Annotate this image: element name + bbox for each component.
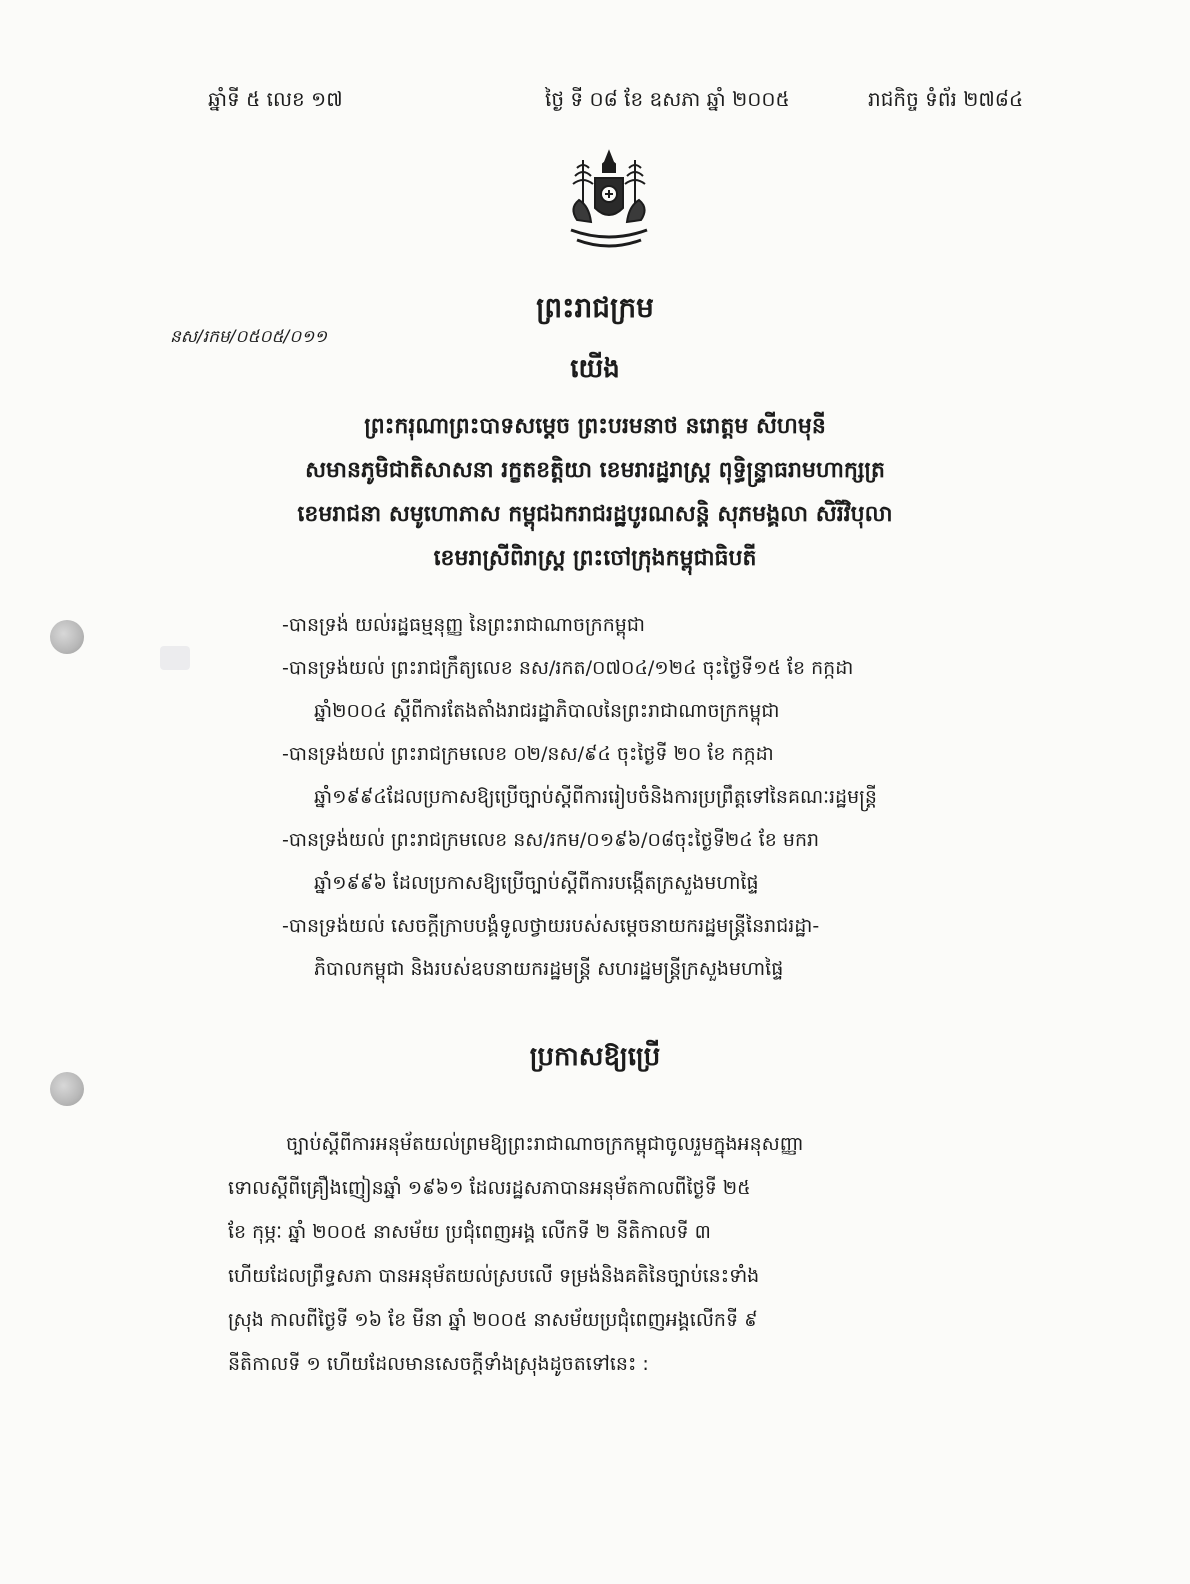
body-line: ស្រុង កាលពីថ្ងៃទី ១៦ ខែ មីនា ឆ្នាំ ២០០៥ នាសម័យប្រជុំពេញអង្គលើកទី ៩ <box>228 1309 758 1331</box>
scan-smudge <box>160 646 190 670</box>
king-title-line: ខេមរាជនា សមូហោភាស កម្ពុជឯករាជរដ្ឋបូរណសន្តិ សុភមង្គលា សិរីវិបុលា <box>297 501 893 527</box>
king-title-line: ខេមរាស្រីពិរាស្ត្រ ព្រះចៅក្រុងកម្ពុជាធិបតី <box>433 545 757 571</box>
body-line: ទោលស្តីពីគ្រឿងញៀនឆ្នាំ ១៩៦១ ដែលរដ្ឋសភាបានអនុម័តកាលពីថ្ងៃទី ២៥ <box>228 1177 751 1199</box>
reference-code: នស/រកម/០៥០៥/០១១ <box>170 327 328 347</box>
king-title-block <box>0 404 1190 580</box>
promulgate-heading: ប្រកាសឱ្យប្រើ <box>529 1042 661 1072</box>
royal-coat-of-arms-icon <box>563 148 655 256</box>
header-page: រាជកិច្ច ទំព័រ ២៧៨៤ <box>868 87 1024 111</box>
king-title-line: ព្រះករុណាព្រះបាទសម្តេច ព្រះបរមនាថ នរោត្តម សីហមុនី <box>364 413 826 439</box>
body-line: ហើយដែលព្រឹទ្ធសភា បានអនុម័តយល់ស្របលើ ទម្រង់និងគតិនៃច្បាប់នេះទាំង <box>228 1265 760 1287</box>
punch-hole <box>50 620 84 654</box>
body-line: ច្បាប់ស្តីពីការអនុម័តយល់ព្រមឱ្យព្រះរាជាណាចក្រកម្ពុជាចូលរួមក្នុងអនុសញ្ញា <box>286 1133 804 1155</box>
we-title: យើង <box>570 354 620 384</box>
body-line: នីតិកាលទី ១ ហើយដែលមានសេចក្តីទាំងស្រុងដូចតទៅនេះ : <box>228 1353 649 1375</box>
body-line: ខែ កុម្ភៈ ឆ្នាំ ២០០៥ នាសម័យ ប្រជុំពេញអង្គ លើកទី ២ នីតិកាលទី ៣ <box>228 1221 711 1243</box>
consideration-continuation: ឆ្នាំ១៩៩៤ដែលប្រកាសឱ្យប្រើច្បាប់ស្តីពីការរៀបចំនិងការប្រព្រឹត្តទៅនៃគណៈរដ្ឋមន្ត្រី <box>314 786 877 808</box>
consideration-continuation: ឆ្នាំ២០០៤ ស្តីពីការតែងតាំងរាជរដ្ឋាភិបាលនៃព្រះរាជាណាចក្រកម្ពុជា <box>314 700 780 722</box>
gazette-header <box>0 86 1190 120</box>
considerations-list <box>282 604 972 991</box>
header-issue: ឆ្នាំទី ៥ លេខ ១៧ <box>208 87 343 111</box>
royal-kram-title: ព្រះរាជក្រម <box>536 291 654 324</box>
consideration-item: -បានទ្រង់ យល់រដ្ឋធម្មនុញ្ញ នៃព្រះរាជាណាចក្រកម្ពុជា <box>282 614 645 636</box>
consideration-continuation: ភិបាលកម្ពុជា និងរបស់ឧបនាយករដ្ឋមន្ត្រី សហរដ្ឋមន្ត្រីក្រសួងមហាផ្ទៃ <box>314 958 784 980</box>
consideration-item: -បានទ្រង់យល់ ព្រះរាជក្រមលេខ ០២/នស/៩៤ ចុះថ្ងៃទី ២០ ខែ កក្កដា <box>282 743 774 765</box>
king-title-line: សមានភូមិជាតិសាសនា រក្ខតខត្តិយា ខេមរារដ្ឋរាស្ត្រ ពុទ្ធិន្ទ្រាធរាមហាក្សត្រ <box>305 457 885 483</box>
punch-hole <box>50 1072 84 1106</box>
consideration-item: -បានទ្រង់យល់ ព្រះរាជក្រឹត្យលេខ នស/រកត/០៧០៤/១២៤ ចុះថ្ងៃទី១៥ ខែ កក្កដា <box>282 657 854 679</box>
consideration-item: -បានទ្រង់យល់ ព្រះរាជក្រមលេខ នស/រកម/០១៩៦/០៨ចុះថ្ងៃទី២៤ ខែ មករា <box>282 829 820 851</box>
header-date: ថ្ងៃ ទី ០៨ ខែ ឧសភា ឆ្នាំ ២០០៥ <box>545 87 790 111</box>
body-paragraph <box>228 1122 974 1386</box>
consideration-continuation: ឆ្នាំ១៩៩៦ ដែលប្រកាសឱ្យប្រើច្បាប់ស្តីពីការបង្កើតក្រសួងមហាផ្ទៃ <box>314 872 759 894</box>
consideration-item: -បានទ្រង់យល់ សេចក្តីក្រាបបង្គំទូលថ្វាយរបស់សម្តេចនាយករដ្ឋមន្ត្រីនៃរាជរដ្ឋា- <box>282 915 820 937</box>
